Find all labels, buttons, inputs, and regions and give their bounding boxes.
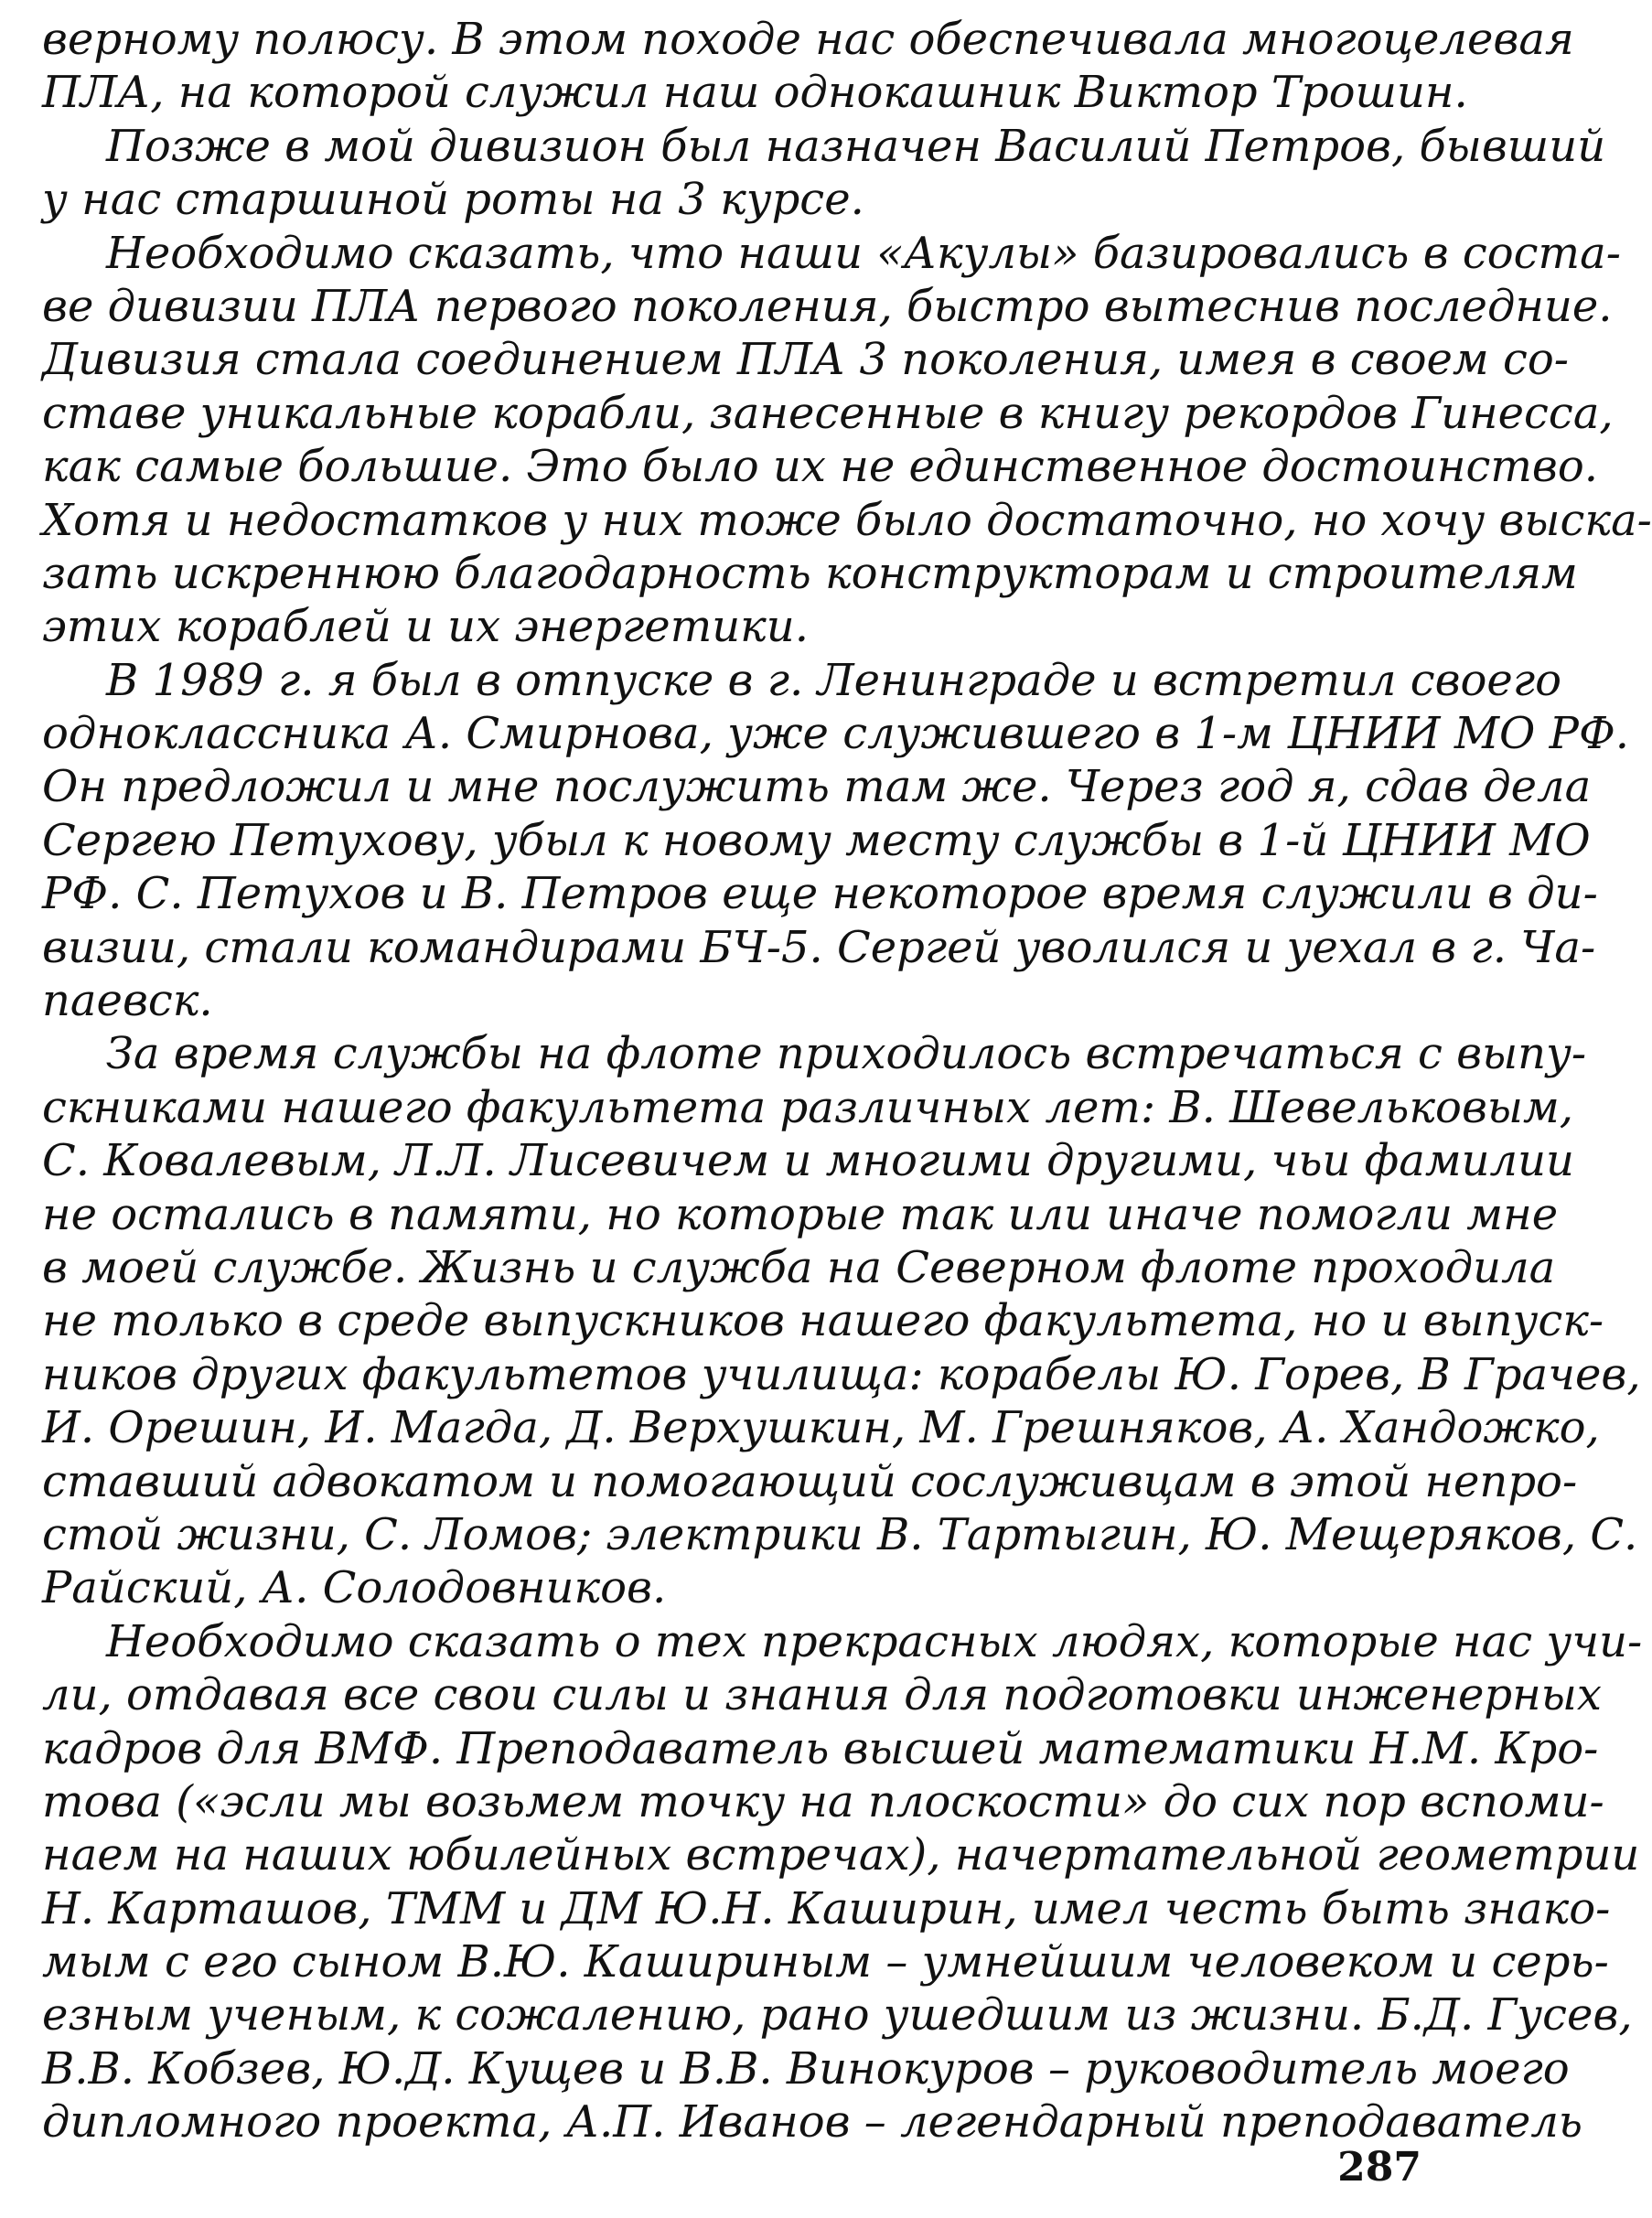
text-line: Необходимо сказать, что наши «Акулы» базировались в соста- (106, 227, 1621, 279)
text-line: ставе уникальные корабли, занесенные в книгу рекордов Гинесса, (42, 387, 1614, 439)
text-line: ли, отдавая все свои силы и знания для подготовки инженерных (42, 1669, 1602, 1721)
text-line: В 1989 г. я был в отпуске в г. Ленинграде и встретил своего (106, 654, 1561, 706)
text-line: РФ. С. Петухов и В. Петров еще некоторое время служили в ди- (42, 868, 1598, 920)
text-line: дипломного проекта, А.П. Иванов – легендарный преподаватель (42, 2096, 1583, 2148)
text-line: мым с его сыном В.Ю. Кашириным – умнейшим человеком и серь- (42, 1936, 1609, 1988)
text-line: В.В. Кобзев, Ю.Д. Кущев и В.В. Винокуров – руководитель моего (42, 2042, 1570, 2095)
text-line: как самые большие. Это было их не единственное достоинство. (42, 441, 1599, 493)
text-line: визии, стали командирами БЧ-5. Сергей уволился и уехал в г. Ча- (42, 921, 1596, 973)
text-line: С. Ковалевым, Л.Л. Лисевичем и многими другими, чьи фамилии (42, 1135, 1574, 1187)
text-line: не остались в памяти, но которые так или иначе помогли мне (42, 1188, 1559, 1240)
text-line: этих кораблей и их энергетики. (42, 601, 809, 653)
text-line: Дивизия стала соединением ПЛА 3 поколения, имея в своем со- (42, 334, 1569, 386)
text-line: скниками нашего факультета различных лет: В. Шевельковым, (42, 1081, 1574, 1133)
text-line: За время службы на флоте приходилось встречаться с выпу- (106, 1028, 1587, 1080)
page-number: 287 (1337, 2144, 1421, 2191)
text-line: кадров для ВМФ. Преподаватель высшей математики Н.М. Кро- (42, 1722, 1599, 1774)
text-line: зать искреннюю благодарность конструкторам и строителям (42, 547, 1578, 599)
text-line: ве дивизии ПЛА первого поколения, быстро вытеснив последние. (42, 280, 1613, 332)
text-line: Райский, А. Солодовников. (42, 1562, 667, 1614)
text-line: ставший адвокатом и помогающий сослуживцам в этой непро- (42, 1455, 1578, 1507)
text-line: одноклассника А. Смирнова, уже служившего в 1-м ЦНИИ МО РФ. (42, 708, 1630, 760)
text-line: Н. Карташов, ТММ и ДМ Ю.Н. Каширин, имел честь быть знако- (42, 1882, 1611, 1934)
text-line: Хотя и недостатков у них тоже было достаточно, но хочу выска- (42, 494, 1652, 546)
text-line: Он предложил и мне послужить там же. Через год я, сдав дела (42, 761, 1592, 813)
text-line: Необходимо сказать о тех прекрасных людях, которые нас учи- (106, 1615, 1643, 1667)
text-line: ПЛА, на которой служил наш однокашник Виктор Трошин. (42, 67, 1468, 119)
body-text (42, 13, 1652, 2149)
text-line: ников других факультетов училища: корабелы Ю. Горев, В Грачев, (42, 1348, 1641, 1400)
text-line: езным ученым, к сожалению, рано ушедшим из жизни. Б.Д. Гусев, (42, 1989, 1633, 2041)
text-line: не только в среде выпускников нашего факультета, но и выпуск- (42, 1295, 1604, 1347)
text-line: И. Орешин, И. Магда, Д. Верхушкин, М. Грешняков, А. Хандожко, (42, 1402, 1600, 1454)
text-line: верному полюсу. В этом походе нас обеспечивала многоцелевая (42, 14, 1574, 65)
text-line: това («эсли мы возьмем точку на плоскости» до сих пор вспоми- (42, 1775, 1604, 1827)
text-line: стой жизни, С. Ломов; электрики В. Тартыгин, Ю. Мещеряков, С. (42, 1508, 1638, 1560)
text-line: паевск. (42, 975, 213, 1027)
text-line: Сергею Петухову, убыл к новому месту службы в 1-й ЦНИИ МО (42, 814, 1591, 866)
text-line: Позже в мой дивизион был назначен Василий Петров, бывший (106, 120, 1606, 172)
text-line: в моей службе. Жизнь и служба на Северном флоте проходила (42, 1241, 1556, 1293)
text-line: у нас старшиной роты на 3 курсе. (42, 174, 864, 226)
text-line: наем на наших юбилейных встречах), начертательной геометрии (42, 1829, 1640, 1881)
